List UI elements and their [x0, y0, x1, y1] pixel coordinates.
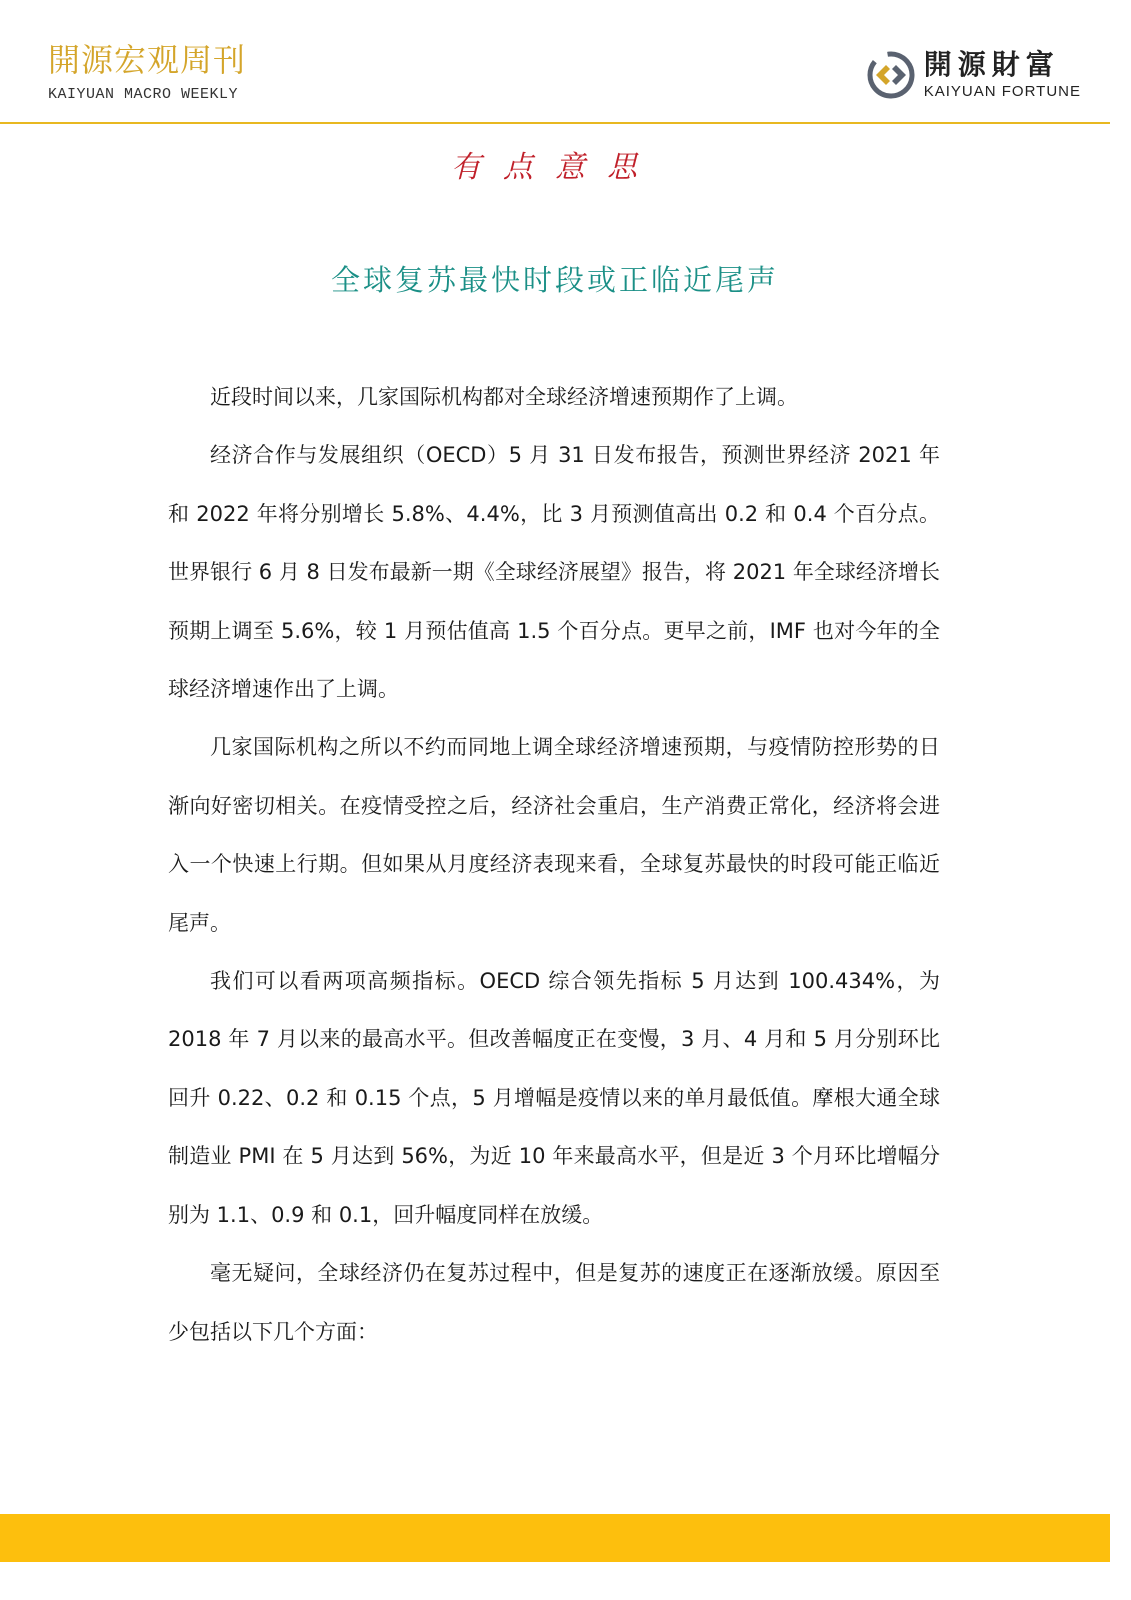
paragraph: 经济合作与发展组织（OECD）5 月 31 日发布报告，预测世界经济 2021 年和 2022 年将分别增长 5.8%、4.4%，比 3 月预测值高出 0.2 和 0.4 个百分点。世界银行 6 月 8 日发布最新一期《全球经济展望》报告，将 2021 年全球经济增长预期上调至 5.6%，较 1 月预估值高 1.5 个百分点。更早之前，IMF 也对今年的全球经济增速作出了上调。: [168, 443, 940, 702]
header-divider: [0, 122, 1110, 124]
logo-text-cn: 開源財富: [923, 48, 1060, 81]
article-body: [168, 368, 940, 1361]
paragraph: 毫无疑问，全球经济仍在复苏过程中，但是复苏的速度正在逐渐放缓。原因至少包括以下几个方面：: [168, 1261, 940, 1344]
paragraph: 近段时间以来，几家国际机构都对全球经济增速预期作了上调。: [210, 385, 798, 409]
article-title: 全球复苏最快时段或正临近尾声: [330, 263, 779, 297]
logo-text-block: [924, 50, 1081, 100]
paragraph: 几家国际机构之所以不约而同地上调全球经济增速预期，与疫情防控形势的日渐向好密切相关。在疫情受控之后，经济社会重启，生产消费正常化，经济将会进入一个快速上行期。但如果从月度经济表现来看，全球复苏最快的时段可能正临近尾声。: [168, 735, 940, 935]
brand-subtitle: KAIYUAN MACRO WEEKLY: [48, 86, 239, 103]
brand-block: [48, 38, 246, 103]
kaiyuan-logo-mark-icon: [866, 50, 916, 100]
section-label: 有点意思: [451, 150, 659, 185]
footer-bar: [0, 1514, 1110, 1562]
logo-text-en: KAIYUAN FORTUNE: [923, 83, 1081, 100]
paragraph: 我们可以看两项高频指标。OECD 综合领先指标 5 月达到 100.434%，为 2018 年 7 月以来的最高水平。但改善幅度正在变慢，3 月、4 月和 5 月分别环比回升 0.22、0.2 和 0.15 个点，5 月增幅是疫情以来的单月最低值。摩根大通全球制造业 PMI 在 5 月达到 56%，为近 10 年来最高水平，但是近 3 个月环比增幅分别为 1.1、0.9 和 0.1，回升幅度同样在放缓。: [168, 969, 940, 1227]
brand-title: 開源宏观周刊: [48, 41, 247, 79]
kaiyuan-fortune-logo: [866, 50, 1081, 100]
